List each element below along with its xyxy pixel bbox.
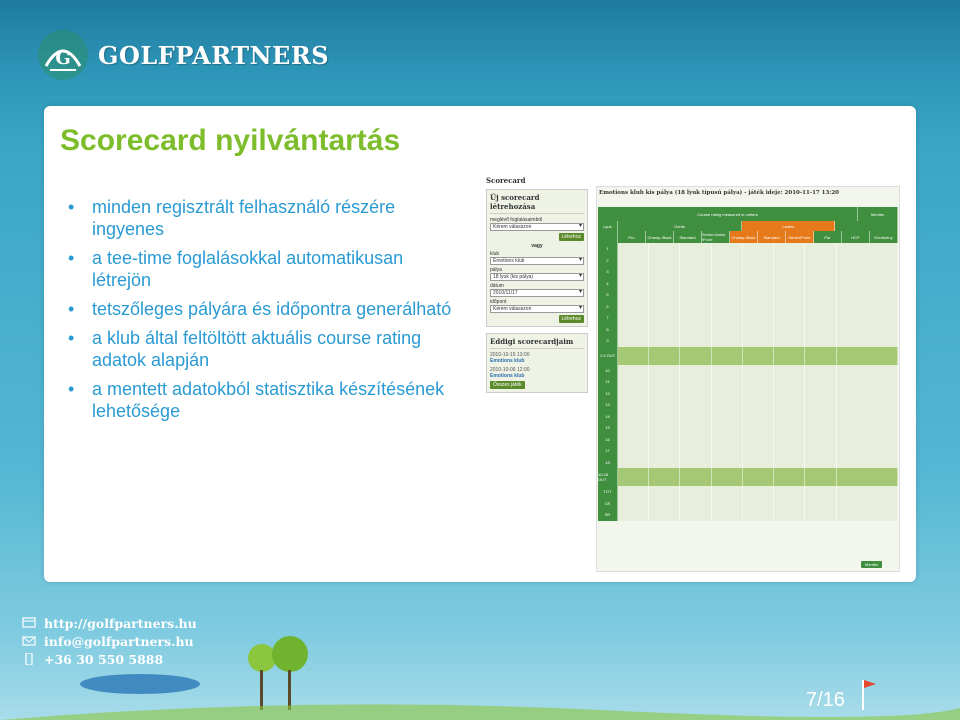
rating-cell (618, 434, 649, 446)
rating-cell (774, 509, 805, 521)
column-header-row (598, 231, 898, 243)
rating-cell (712, 422, 743, 434)
course-rating-title: Course rating measured in meters (598, 207, 858, 221)
result-cell[interactable] (837, 335, 898, 347)
rating-cell (680, 434, 711, 446)
rating-cell (805, 278, 836, 290)
recent-box-title: Eddigi scorecardjaim (490, 337, 584, 349)
page-number: 7/16 (806, 689, 845, 711)
table-row (598, 411, 898, 423)
email-icon (22, 635, 36, 647)
rating-cell (712, 301, 743, 313)
rating-cell (805, 301, 836, 313)
column-header: HCP (842, 231, 870, 243)
row-label: 9 (598, 335, 618, 347)
phone-number: +36 30 550 5888 (44, 651, 164, 667)
rating-cell (774, 422, 805, 434)
rating-cell (805, 498, 836, 510)
rating-cell (774, 312, 805, 324)
feature-list (68, 196, 458, 429)
table-row (598, 365, 898, 377)
table-row (598, 266, 898, 278)
data-rows (598, 243, 898, 521)
rating-cell (618, 486, 649, 498)
rating-cell (805, 255, 836, 267)
result-cell[interactable] (837, 278, 898, 290)
rating-cell (712, 312, 743, 324)
course-label: pálya (490, 267, 502, 273)
rating-cell (649, 411, 680, 423)
result-cell[interactable] (837, 312, 898, 324)
rating-cell (774, 445, 805, 457)
time-label: időpont (490, 299, 507, 305)
rating-cell (805, 289, 836, 301)
result-cell[interactable] (837, 255, 898, 267)
rating-cell (712, 347, 743, 365)
rating-cell (712, 289, 743, 301)
rating-cell (805, 457, 836, 469)
rating-cell (649, 509, 680, 521)
rating-cell (649, 324, 680, 336)
course-select[interactable]: 18 lyuk (kis pálya) ▾ (490, 273, 584, 281)
phone-icon (22, 653, 36, 665)
rating-cell (680, 243, 711, 255)
table-row (598, 255, 898, 267)
result-cell[interactable] (837, 301, 898, 313)
rating-cell (774, 324, 805, 336)
rating-cell (774, 347, 805, 365)
rating-cell (680, 376, 711, 388)
rating-cell (805, 411, 836, 423)
scorecard-grid (598, 207, 898, 569)
row-label: 6 (598, 301, 618, 313)
rating-cell (743, 289, 774, 301)
rating-cell (805, 335, 836, 347)
row-label: 5 (598, 289, 618, 301)
result-cell[interactable] (837, 468, 898, 486)
table-row (598, 422, 898, 434)
rating-cell (774, 255, 805, 267)
result-cell[interactable] (837, 445, 898, 457)
table-row (598, 278, 898, 290)
rating-cell (774, 376, 805, 388)
table-row (598, 457, 898, 469)
row-label: 8 (598, 324, 618, 336)
or-label: vagy (531, 243, 543, 249)
row-label: 16 (598, 434, 618, 446)
all-games-button[interactable]: Összes játék (490, 381, 525, 389)
row-label: 14 (598, 411, 618, 423)
table-row (598, 347, 898, 365)
rating-cell (743, 376, 774, 388)
rating-cell (805, 434, 836, 446)
scorecard-create-screenshot (486, 176, 588, 436)
rating-cell (712, 434, 743, 446)
rating-cell (618, 243, 649, 255)
row-label: TOT (598, 486, 618, 498)
rating-cell (649, 434, 680, 446)
rating-cell (805, 365, 836, 377)
rating-cell (743, 422, 774, 434)
rating-cell (618, 457, 649, 469)
rating-cell (774, 468, 805, 486)
rating-cell (712, 365, 743, 377)
rating-cell (680, 411, 711, 423)
rating-cell (712, 486, 743, 498)
create-scorecard-box (486, 189, 588, 327)
table-row (598, 445, 898, 457)
date-input[interactable]: 2010/11/17 ▾ (490, 289, 584, 297)
result-cell[interactable] (837, 324, 898, 336)
rating-cell (743, 365, 774, 377)
rating-cell (743, 301, 774, 313)
rating-cell (680, 324, 711, 336)
brand-name: GOLFPARTNERS (98, 40, 330, 70)
rating-cell (805, 312, 836, 324)
rating-cell (743, 255, 774, 267)
column-header: Standard (674, 231, 702, 243)
column-header: Senior/Junior /Front (702, 231, 730, 243)
rating-cell (649, 422, 680, 434)
rating-cell (712, 399, 743, 411)
bookings-label: meglévő foglalásaimból (490, 217, 543, 223)
rating-cell (680, 278, 711, 290)
rating-cell (649, 445, 680, 457)
rating-cell (649, 347, 680, 365)
rating-cell (618, 388, 649, 400)
column-header: Pro (618, 231, 646, 243)
save-button-bottom[interactable]: Mentés (861, 561, 882, 568)
create-button[interactable]: Létrehoz (559, 233, 584, 241)
rating-cell (618, 289, 649, 301)
rating-cell (805, 243, 836, 255)
club-label: klub (490, 251, 500, 257)
column-header: Senior/Front (786, 231, 814, 243)
slide-title: Scorecard nyilvántartás (60, 124, 401, 157)
rating-cell (774, 434, 805, 446)
website-link[interactable]: http://golfpartners.hu (44, 615, 197, 631)
save-button-top[interactable]: Mentés (870, 211, 885, 217)
rating-cell (774, 399, 805, 411)
rating-cell (680, 422, 711, 434)
rating-cell (743, 445, 774, 457)
rating-cell (743, 278, 774, 290)
rating-cell (649, 312, 680, 324)
column-header: Standard (758, 231, 786, 243)
rating-cell (649, 457, 680, 469)
row-label: 15 (598, 422, 618, 434)
rating-cell (805, 324, 836, 336)
rating-cell (712, 468, 743, 486)
row-label: 18 (598, 457, 618, 469)
column-header: Champ./Back (646, 231, 674, 243)
rating-cell (743, 468, 774, 486)
club-select[interactable]: Emotions klub ▾ (490, 257, 584, 265)
table-row (598, 376, 898, 388)
rating-cell (805, 486, 836, 498)
row-label: 11 (598, 376, 618, 388)
result-cell[interactable] (837, 498, 898, 510)
rating-cell (743, 434, 774, 446)
rating-cell (774, 266, 805, 278)
rating-cell (774, 278, 805, 290)
golfpartners-logo-icon (36, 28, 90, 82)
recent-scorecards-box (486, 333, 588, 393)
rating-cell (774, 243, 805, 255)
rating-cell (618, 278, 649, 290)
result-cell[interactable] (837, 266, 898, 278)
rating-cell (618, 411, 649, 423)
rating-cell (680, 509, 711, 521)
table-row (598, 312, 898, 324)
rating-cell (712, 255, 743, 267)
rating-cell (743, 457, 774, 469)
table-row (598, 399, 898, 411)
rating-cell (805, 347, 836, 365)
table-row (598, 509, 898, 521)
rating-cell (743, 498, 774, 510)
result-cell[interactable] (837, 365, 898, 377)
rating-cell (680, 335, 711, 347)
rating-cell (649, 365, 680, 377)
rating-cell (805, 422, 836, 434)
rating-cell (743, 388, 774, 400)
row-label: 1-9 OUT (598, 347, 618, 365)
hole-group-label: Lyuk (598, 221, 618, 231)
feature-item: • minden regisztrált felhasználó részére ingyenes (68, 196, 458, 240)
rating-cell (680, 347, 711, 365)
rating-cell (743, 486, 774, 498)
rating-cell (649, 498, 680, 510)
rating-cell (743, 347, 774, 365)
rating-cell (618, 324, 649, 336)
row-label: 12 (598, 388, 618, 400)
rating-cell (680, 289, 711, 301)
rating-cell (618, 365, 649, 377)
rating-cell (774, 289, 805, 301)
result-cell[interactable] (837, 411, 898, 423)
result-cell[interactable] (837, 457, 898, 469)
rating-cell (618, 301, 649, 313)
row-label: 3 (598, 266, 618, 278)
bookings-select[interactable]: Kérem válasszon ▾ (490, 223, 584, 231)
table-row (598, 486, 898, 498)
brand (36, 28, 329, 82)
rating-cell (618, 399, 649, 411)
rating-cell (649, 266, 680, 278)
rating-cell (774, 365, 805, 377)
row-label: 17 (598, 445, 618, 457)
column-header: Champ./Back (730, 231, 758, 243)
table-row (598, 289, 898, 301)
ladies-group-label: Ladies (742, 221, 835, 231)
create-button-2[interactable]: Létrehoz (559, 315, 584, 323)
row-label: 7 (598, 312, 618, 324)
rating-cell (712, 324, 743, 336)
time-select[interactable]: Kérem válasszon ▾ (490, 305, 584, 313)
row-label: 4 (598, 278, 618, 290)
column-header: Eredmény (870, 231, 898, 243)
row-label: 10-18 OUT (598, 468, 618, 486)
create-box-title: Új scorecard létrehozása (490, 193, 584, 214)
table-row (598, 468, 898, 486)
row-label: CR (598, 498, 618, 510)
rating-cell (649, 255, 680, 267)
rating-cell (743, 312, 774, 324)
rating-cell (805, 376, 836, 388)
rating-cell (618, 266, 649, 278)
entry-date: 2010-10-15 13:00 (490, 352, 530, 358)
rating-cell (649, 289, 680, 301)
rating-cell (743, 399, 774, 411)
scorecard-table-title: Emotions klub kis pálya (18 lyuk típusú pálya) - játék ideje: 2010-11-17 13:20 (599, 190, 839, 196)
rating-cell (649, 468, 680, 486)
rating-cell (649, 388, 680, 400)
result-cell[interactable] (837, 243, 898, 255)
table-row (598, 498, 898, 510)
feature-item: • a klub által feltöltött aktuális course rating adatok alapján (68, 327, 458, 371)
rating-cell (618, 255, 649, 267)
table-row (598, 335, 898, 347)
rating-cell (712, 243, 743, 255)
rating-cell (712, 498, 743, 510)
rating-cell (680, 388, 711, 400)
rating-cell (712, 457, 743, 469)
rating-cell (680, 457, 711, 469)
web-icon (22, 617, 36, 629)
rating-cell (618, 376, 649, 388)
rating-cell (680, 468, 711, 486)
rating-cell (649, 399, 680, 411)
rating-cell (618, 347, 649, 365)
rating-cell (743, 243, 774, 255)
gents-group-label: Gents (618, 221, 742, 231)
result-cell[interactable] (837, 486, 898, 498)
rating-cell (712, 445, 743, 457)
rating-cell (680, 399, 711, 411)
rating-cell (774, 335, 805, 347)
rating-cell (680, 266, 711, 278)
email-link[interactable]: info@golfpartners.hu (44, 633, 194, 649)
rating-cell (649, 301, 680, 313)
rating-cell (774, 301, 805, 313)
rating-cell (805, 445, 836, 457)
slide-panel (44, 106, 916, 582)
rating-cell (743, 509, 774, 521)
rating-cell (680, 486, 711, 498)
screenshot-header: Scorecard (486, 176, 526, 185)
entry-club-link[interactable]: Emotions klub (490, 358, 525, 364)
rating-cell (805, 468, 836, 486)
rating-cell (743, 324, 774, 336)
rating-cell (680, 445, 711, 457)
table-row (598, 434, 898, 446)
rating-cell (743, 335, 774, 347)
rating-cell (618, 468, 649, 486)
rating-cell (774, 498, 805, 510)
rating-cell (805, 266, 836, 278)
result-cell[interactable] (837, 347, 898, 365)
logo-letter: G (55, 48, 71, 69)
result-cell[interactable] (837, 289, 898, 301)
feature-item: • a tee-time foglalásokkal automatikusan létrejön (68, 247, 458, 291)
rating-cell (618, 335, 649, 347)
rating-cell (712, 509, 743, 521)
rating-cell (774, 486, 805, 498)
feature-item: • tetszőleges pályára és időpontra generálható (68, 298, 458, 320)
rating-cell (712, 278, 743, 290)
rating-cell (712, 388, 743, 400)
rating-cell (712, 411, 743, 423)
date-label: dátum (490, 283, 504, 289)
rating-cell (649, 335, 680, 347)
rating-cell (712, 335, 743, 347)
rating-cell (774, 457, 805, 469)
scorecard-table-screenshot (596, 186, 900, 572)
rating-cell (743, 266, 774, 278)
rating-cell (618, 445, 649, 457)
rating-cell (680, 255, 711, 267)
rating-cell (649, 376, 680, 388)
row-label: 2 (598, 255, 618, 267)
rating-cell (618, 312, 649, 324)
table-row (598, 324, 898, 336)
rating-cell (743, 411, 774, 423)
column-header: Par (814, 231, 842, 243)
result-cell[interactable] (837, 399, 898, 411)
row-label: 13 (598, 399, 618, 411)
row-label: SR (598, 509, 618, 521)
rating-cell (618, 422, 649, 434)
result-cell[interactable] (837, 388, 898, 400)
rating-cell (649, 243, 680, 255)
result-cell[interactable] (837, 434, 898, 446)
rating-cell (618, 509, 649, 521)
rating-cell (712, 376, 743, 388)
rating-cell (680, 498, 711, 510)
rating-cell (805, 399, 836, 411)
row-label: 1 (598, 243, 618, 255)
rating-cell (805, 388, 836, 400)
table-row (598, 388, 898, 400)
rating-cell (680, 365, 711, 377)
hole-column-header (598, 231, 618, 243)
rating-cell (649, 278, 680, 290)
result-cell[interactable] (837, 422, 898, 434)
rating-cell (618, 498, 649, 510)
table-row (598, 301, 898, 313)
rating-cell (805, 509, 836, 521)
feature-item: • a mentett adatokból statisztika készítésének lehetősége (68, 378, 458, 422)
entry-club-link[interactable]: Emotions klub (490, 373, 525, 379)
result-cell[interactable] (837, 376, 898, 388)
result-cell[interactable] (837, 509, 898, 521)
contact-info (22, 614, 197, 668)
rating-cell (649, 486, 680, 498)
entry-date: 2010-10-06 12:00 (490, 367, 530, 373)
table-row (598, 243, 898, 255)
rating-cell (712, 266, 743, 278)
rating-cell (774, 411, 805, 423)
row-label: 10 (598, 365, 618, 377)
rating-cell (680, 301, 711, 313)
rating-cell (774, 388, 805, 400)
rating-cell (680, 312, 711, 324)
